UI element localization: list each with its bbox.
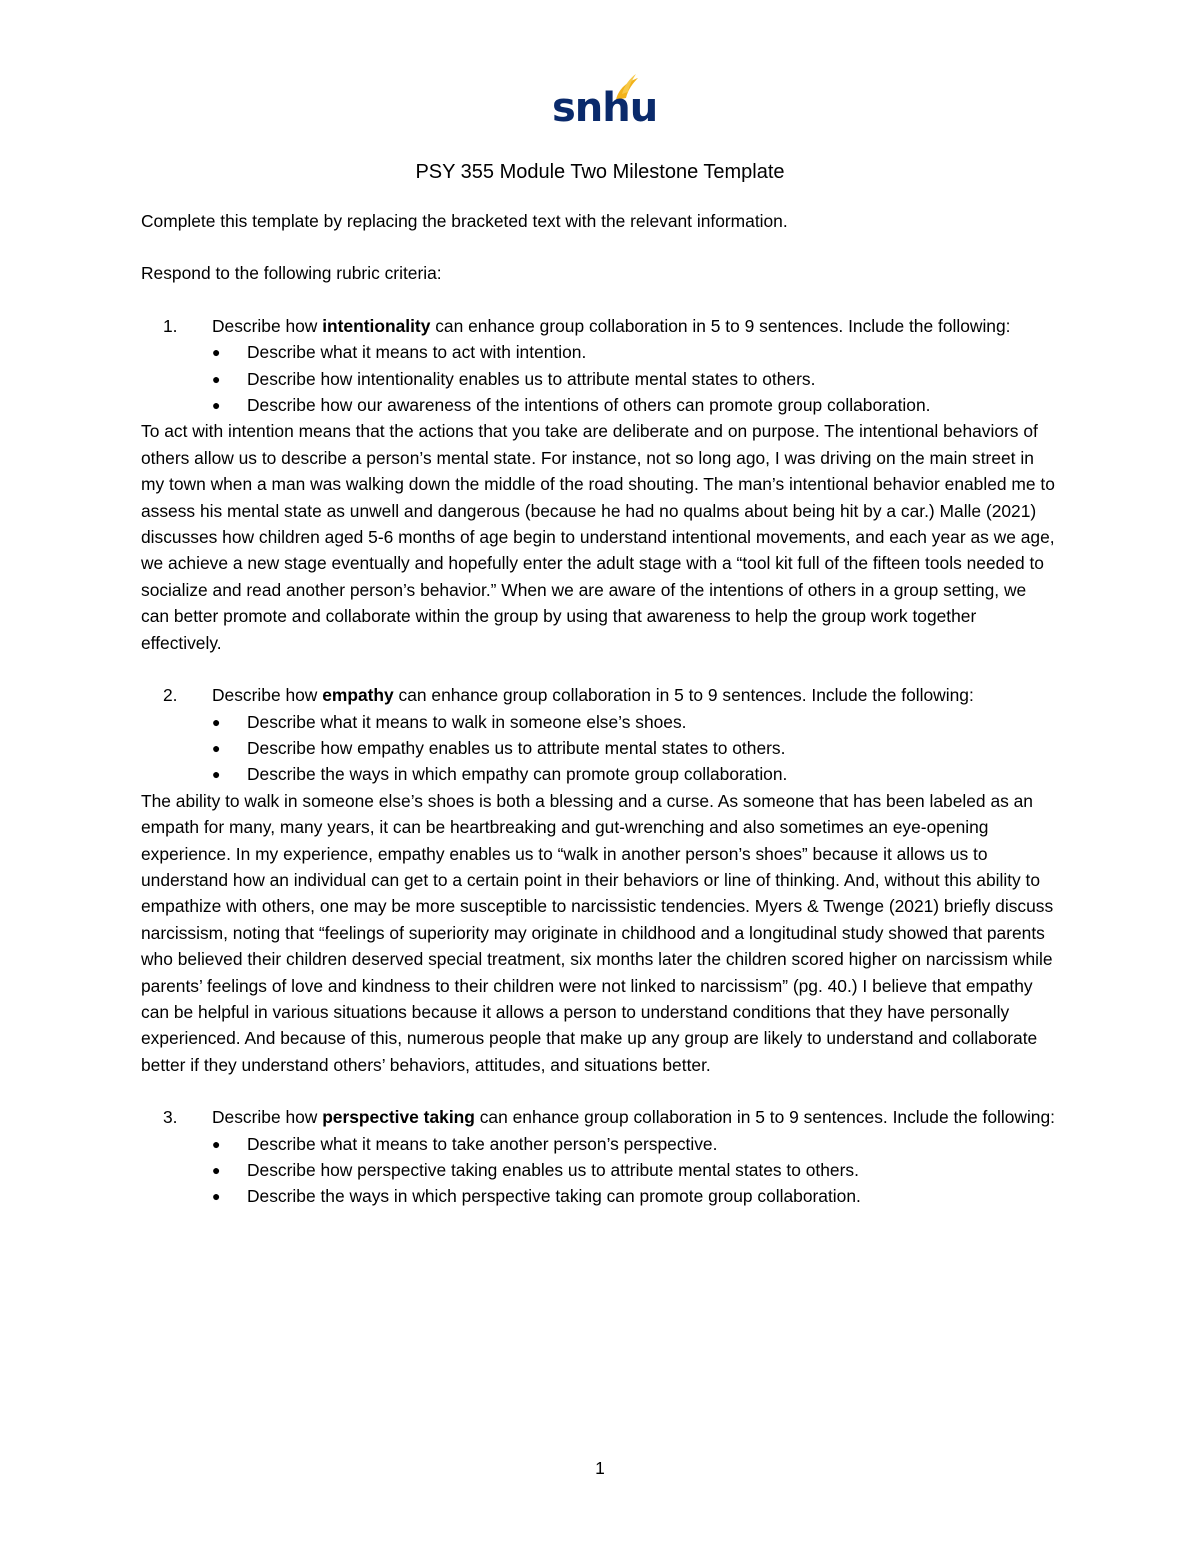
question-prefix: Describe how	[212, 315, 323, 336]
snhu-logo	[552, 72, 658, 134]
list-item	[212, 339, 1059, 365]
bullet-icon: ●	[212, 1135, 221, 1152]
bullet-icon: ●	[212, 1162, 221, 1178]
question-prefix: Describe how	[212, 1107, 323, 1128]
bullet-icon: ●	[212, 370, 221, 387]
bullet-text: Describe what it means to act with intention.	[247, 342, 587, 363]
question-suffix: can enhance group collaboration in 5 to 9 sentences. Include the following:	[474, 1107, 1055, 1128]
answer-2: The ability to walk in someone else’s shoes is both a blessing and a curse. As someone that has been labeled as an empath for many, many years, it can be heartbreaking and gut-wrenching and also sometimes an eye-opening experience. In my experience, empathy enables us to “walk in another person’s shoes” because it allows us to understand how an individual can get to a certain point in their behaviors or line of thinking. And, without this ability to empathize with others, one may be more susceptible to narcissistic tendencies. Myers & Twenge (2021) briefly discuss narcissism, noting that “feelings of superiority may originate in childhood and a longitudinal study showed that parents who believed their children deserved special treatment, six months later the children scored higher on narcissism while parents’ feelings of love and kindness to their children were not linked to narcissism” (pg. 40.) I believe that empathy can be helpful in various situations because it allows a person to understand conditions that they have personally experienced. And because of this, numerous people that make up any group are likely to understand and collaborate better if they understand others’ behaviors, attitudes, and situations better.	[141, 790, 1054, 1075]
list-item	[212, 735, 1059, 761]
bullet-icon: ●	[212, 1188, 221, 1205]
bullet-text: Describe how intentionality enables us to attribute mental states to others.	[247, 368, 816, 389]
bullet-text: Describe how empathy enables us to attribute mental states to others.	[247, 737, 786, 758]
question-suffix: can enhance group collaboration in 5 to 9 sentences. Include the following:	[430, 315, 1011, 336]
question-keyword: intentionality	[322, 315, 431, 336]
question-keyword: perspective taking	[322, 1107, 475, 1128]
question-3	[141, 1104, 1059, 1130]
list-item	[212, 1183, 1059, 1209]
question-prefix: Describe how	[212, 685, 323, 706]
respond-text: Respond to the following rubric criteria:	[141, 263, 442, 284]
bullet-icon: ●	[212, 766, 221, 783]
list-item	[212, 761, 1059, 787]
list-item	[212, 709, 1059, 735]
question-keyword: empathy	[322, 685, 394, 706]
bullet-text: Describe the ways in which perspective taking can promote group collaboration.	[247, 1186, 861, 1207]
answer-1: To act with intention means that the actions that you take are deliberate and on purpose. The intentional behaviors of others allow us to describe a person’s mental state. For instance, not so long ago, I was driving on the main street in my town when a man was walking down the middle of the road shouting. The man’s intentional behavior enabled me to assess his mental state as unwell and dangerous (because he had no qualms about being hit by a car.) Malle (2021) discusses how children aged 5-6 months of age begin to understand intentional movements, and each year as we age, we achieve a new stage eventually and hopefully enter the adult stage with a “tool kit full of the fifteen tools needed to socialize and read another person’s behavior.” When we are aware of the intentions of others in a group setting, we can better promote and collaborate within the group by using that awareness to help the group work together effectively.	[141, 421, 1055, 653]
bullet-icon: ●	[212, 397, 221, 414]
question-2	[141, 682, 1059, 708]
question-number: 1.	[163, 315, 178, 336]
question-1	[141, 313, 1059, 339]
logo-text: snhu	[552, 85, 658, 131]
page-title: PSY 355 Module Two Milestone Template	[415, 161, 785, 183]
question-suffix: can enhance group collaboration in 5 to 9 sentences. Include the following:	[393, 685, 974, 706]
bullet-icon: ●	[212, 713, 221, 730]
intro-text: Complete this template by replacing the bracketed text with the relevant information.	[141, 211, 788, 231]
question-number: 3.	[163, 1107, 178, 1128]
document-body	[141, 156, 1059, 1210]
bullet-list	[141, 1131, 1059, 1210]
bullet-text: Describe what it means to walk in someone else’s shoes.	[247, 711, 687, 732]
bullet-text: Describe what it means to take another person’s perspective.	[247, 1133, 718, 1154]
bullet-text: Describe how perspective taking enables us to attribute mental states to others.	[247, 1160, 859, 1180]
list-item	[212, 366, 1059, 392]
page-number: 1	[595, 1458, 605, 1478]
list-item	[212, 1157, 1059, 1183]
list-item	[212, 1131, 1059, 1157]
bullet-text: Describe how our awareness of the intentions of others can promote group collaboration.	[247, 395, 931, 416]
list-item	[212, 392, 1059, 418]
bullet-list	[141, 339, 1059, 418]
bullet-list	[141, 709, 1059, 788]
bullet-icon: ●	[212, 739, 221, 756]
bullet-icon: ●	[212, 344, 221, 361]
bullet-text: Describe the ways in which empathy can promote group collaboration.	[247, 764, 788, 785]
question-number: 2.	[163, 685, 178, 706]
